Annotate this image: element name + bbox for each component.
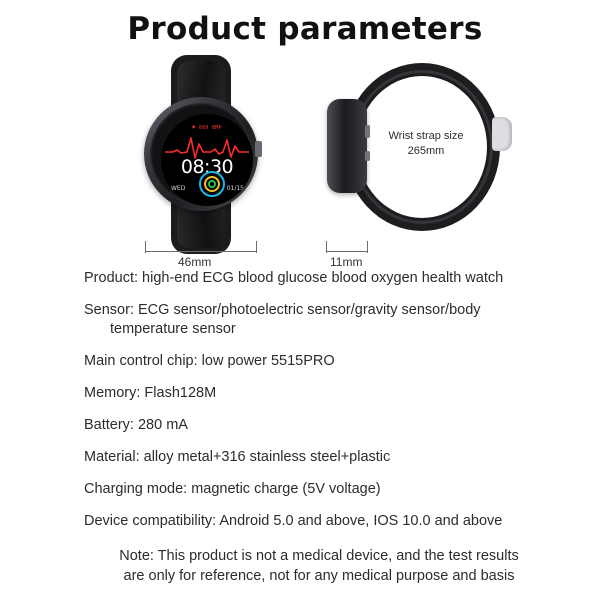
wrist-strap-size-line2: 265mm <box>407 145 445 157</box>
spec-list <box>0 265 610 531</box>
spec-sensor-text: Sensor: ECG sensor/photoelectric sensor/gravity sensor/body <box>84 302 481 318</box>
activity-rings-icon <box>199 171 225 197</box>
disclaimer-line2: are only for reference, not for any medical purpose and basis <box>123 568 515 584</box>
watch-weekday: WED <box>171 185 186 192</box>
page-title: Product parameters <box>127 11 483 47</box>
watch-side-view <box>318 57 518 257</box>
case-thickness-line <box>326 251 368 253</box>
strap-buckle <box>492 117 512 151</box>
heart-icon: ♥ <box>192 125 196 131</box>
spec-item-material <box>84 448 554 467</box>
product-images <box>0 55 610 269</box>
heart-rate-value: 089 BMP <box>198 125 222 131</box>
disclaimer-line1: Note: This product is not a medical device, and the test results <box>119 548 519 564</box>
spec-charging-text: Charging mode: magnetic charge (5V voltage) <box>84 481 381 497</box>
spec-item-chip <box>84 352 554 371</box>
spec-material-text: Material: alloy metal+316 stainless steel+plastic <box>84 449 391 465</box>
case-width-tick-left <box>145 241 146 253</box>
watch-bezel <box>150 103 252 205</box>
heart-rate-readout <box>161 125 253 131</box>
watch-front-view <box>140 55 262 260</box>
spec-item-product <box>84 269 554 288</box>
spec-item-charging <box>84 480 554 499</box>
case-width-line <box>145 251 257 253</box>
spec-product-text: Product: high-end ECG blood glucose blood oxygen health watch <box>84 270 504 286</box>
spec-chip-text: Main control chip: low power 5515PRO <box>84 353 335 369</box>
case-width-tick-right <box>256 241 257 253</box>
spec-item-sensor <box>84 301 554 339</box>
watch-date: 01/15 <box>226 185 244 192</box>
watch-crown-button <box>255 141 262 157</box>
wrist-strap-size-line1: Wrist strap size <box>388 130 464 142</box>
case-thickness-tick-right <box>367 241 368 253</box>
spec-item-compatibility <box>84 512 554 531</box>
spec-item-battery <box>84 416 554 435</box>
watch-case-side <box>327 99 367 193</box>
watch-time: 08:30 <box>180 156 234 178</box>
spec-battery-text: Battery: 280 mA <box>84 417 188 433</box>
case-thickness-label: 11mm <box>330 255 363 269</box>
spec-compatibility-text: Device compatibility: Android 5.0 and above, IOS 10.0 and above <box>84 513 503 529</box>
watch-case <box>144 97 258 211</box>
spec-item-memory <box>84 384 554 403</box>
wrist-strap-size-label <box>370 129 482 159</box>
spec-memory-text: Memory: Flash128M <box>84 385 217 401</box>
case-width-label: 46mm <box>178 255 212 269</box>
spec-sensor-text-continued: temperature sensor <box>110 321 236 337</box>
case-thickness-tick-left <box>326 241 327 253</box>
watch-screen <box>161 114 253 206</box>
disclaimer-note <box>0 544 610 586</box>
